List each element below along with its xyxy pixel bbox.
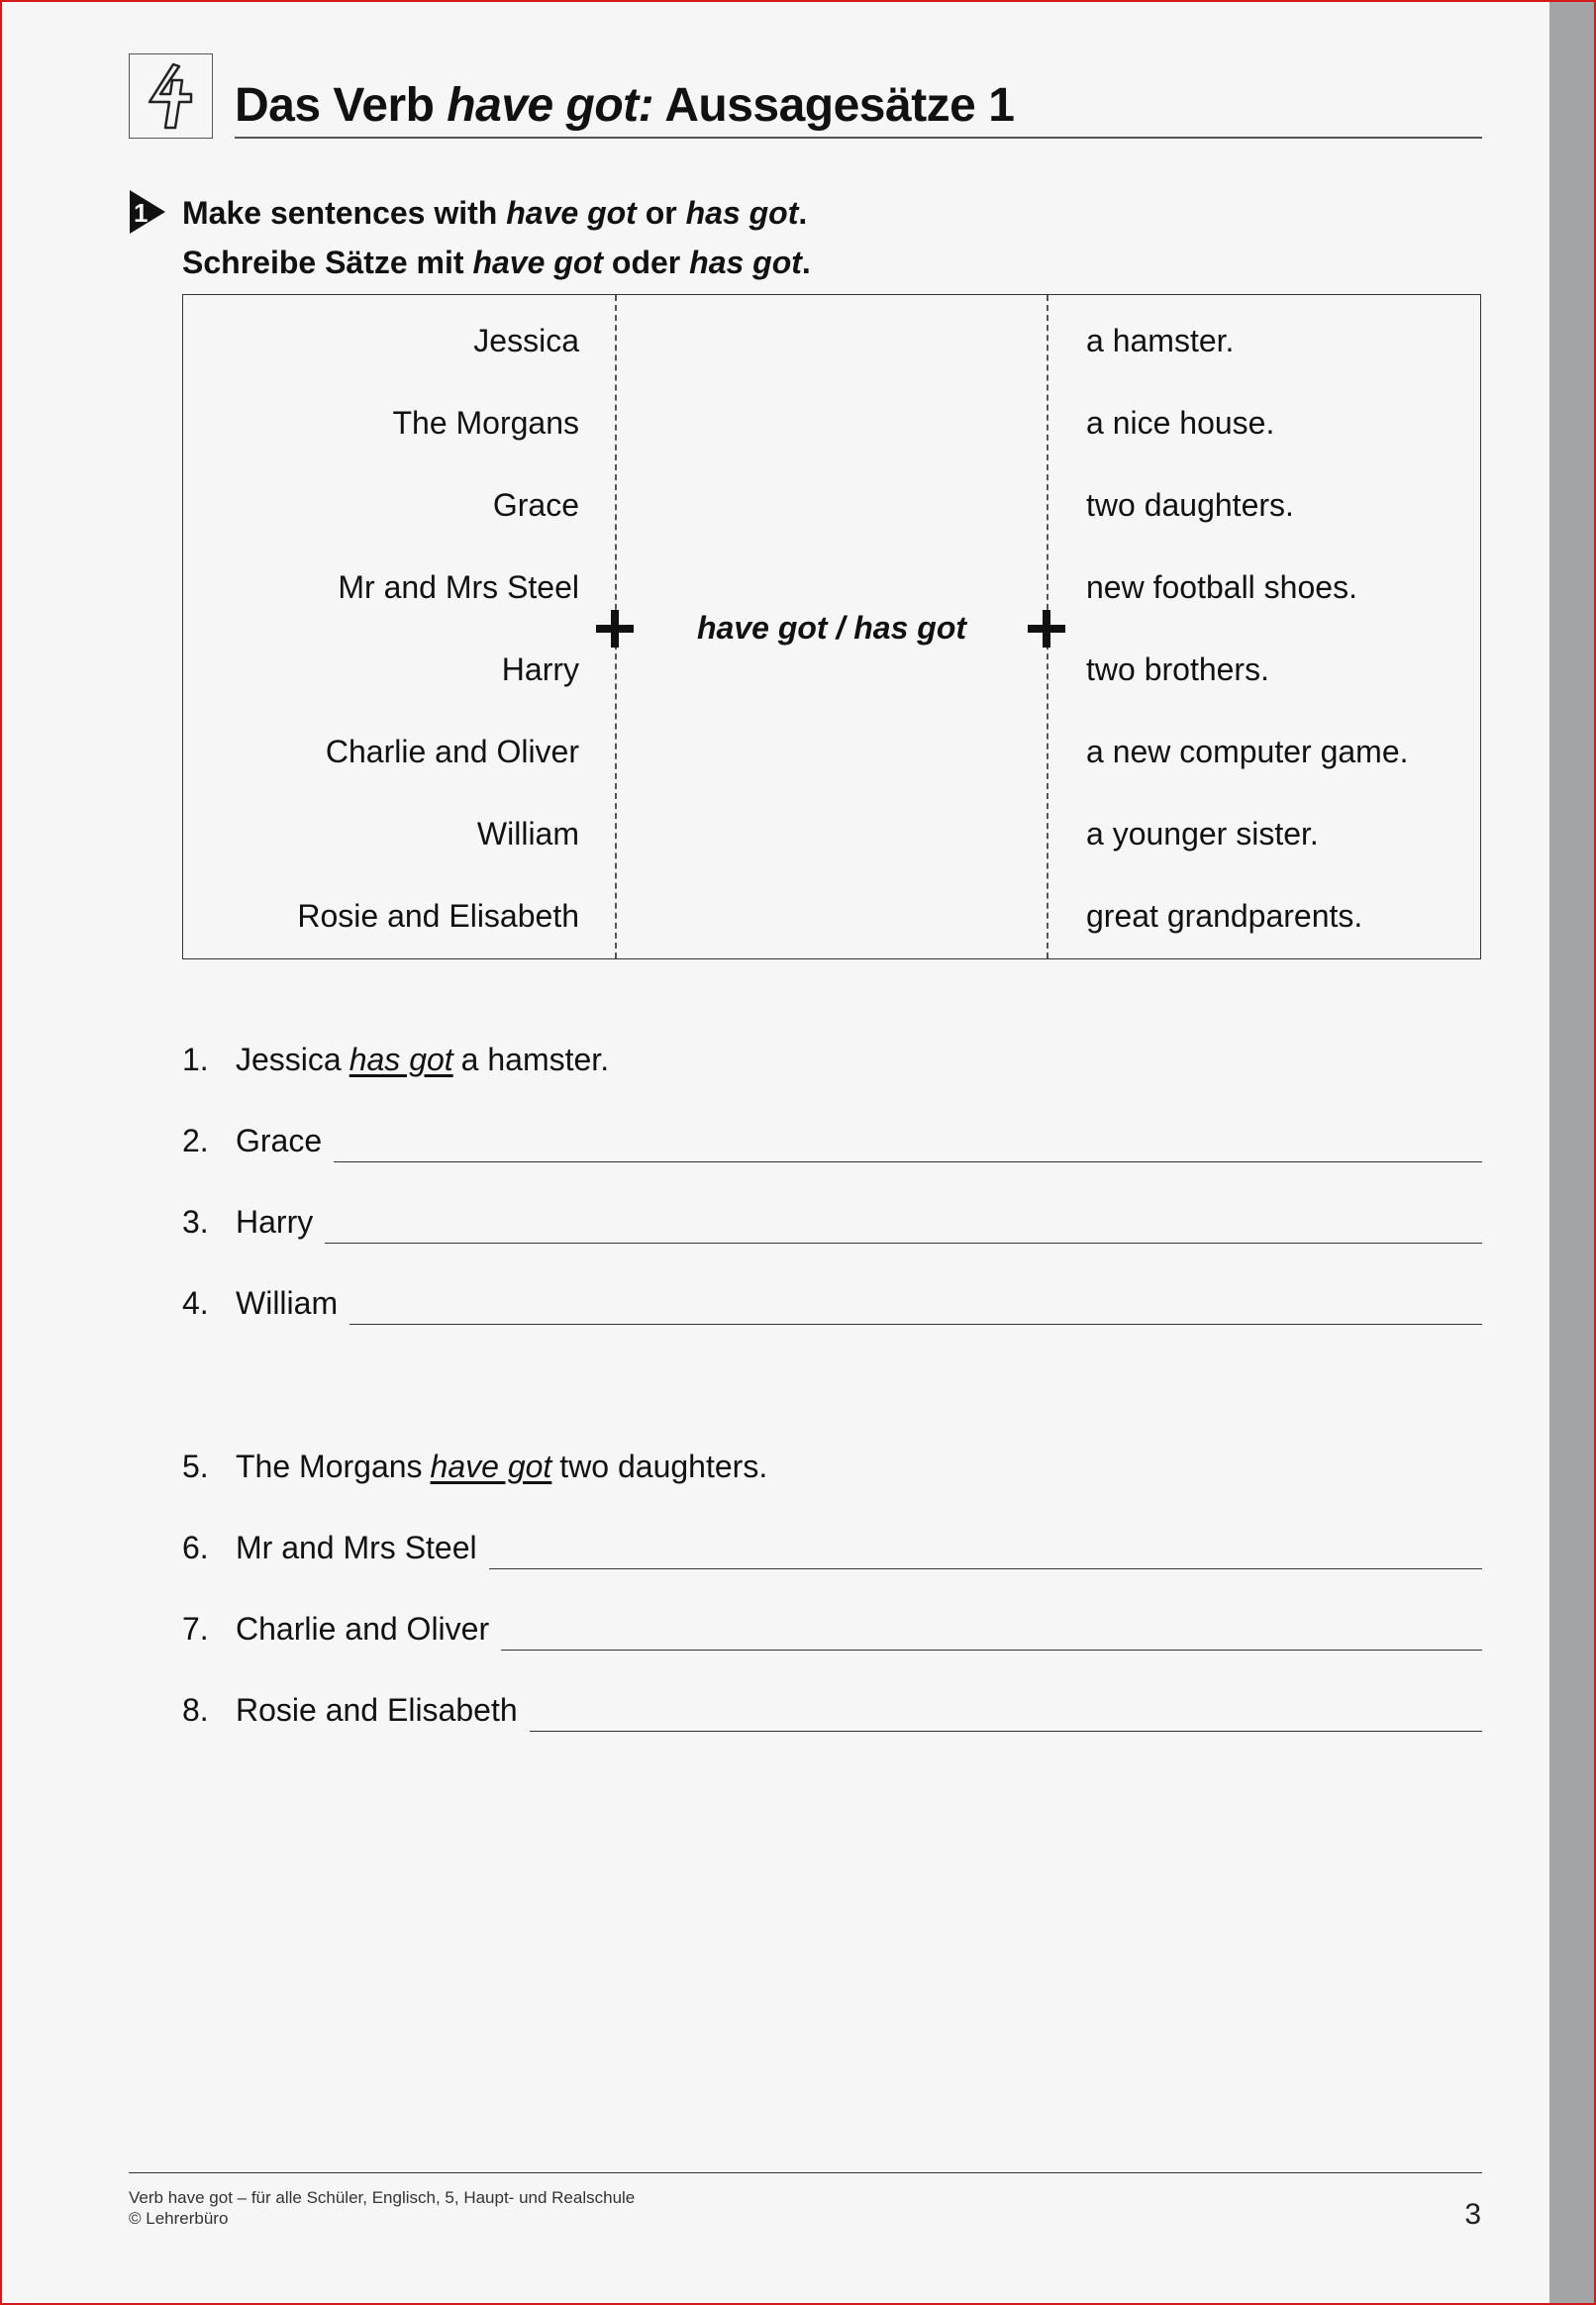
- instruction-en-emphasis-1: have got: [506, 195, 637, 231]
- exercise-subject: Rosie and Elisabeth: [236, 1692, 518, 1728]
- exercise-item: [182, 1606, 1482, 1652]
- object-cell: two brothers.: [1086, 651, 1269, 687]
- exercise-item: [182, 1687, 1482, 1733]
- page-title: [235, 75, 1482, 139]
- exercise-number: 1.: [182, 1042, 209, 1077]
- page-number: 3: [1464, 2198, 1481, 2231]
- exercise-object: a hamster.: [460, 1042, 610, 1077]
- page-edge-strip: [1549, 2, 1594, 2303]
- answer-line[interactable]: [325, 1199, 1482, 1244]
- subject-cell: William: [476, 816, 579, 852]
- exercise-number: 3.: [182, 1204, 209, 1240]
- exercise-number: 6.: [182, 1530, 209, 1565]
- instruction-de-text-2: oder: [603, 245, 690, 280]
- instruction-en-emphasis-2: has got: [685, 195, 799, 231]
- answer-line[interactable]: [530, 1687, 1482, 1732]
- object-cell: great grandparents.: [1086, 898, 1363, 934]
- instruction-de-emphasis-2: has got: [689, 245, 802, 280]
- exercise-subject: Harry: [236, 1204, 314, 1240]
- exercise-item: [182, 1525, 1482, 1570]
- instruction-de-text-1: Schreibe Sätze mit: [182, 245, 473, 280]
- exercise-number: 8.: [182, 1692, 209, 1728]
- exercise-item: [182, 1280, 1482, 1326]
- exercise-item: [182, 1199, 1482, 1245]
- exercise-subject: Mr and Mrs Steel: [236, 1530, 477, 1565]
- answer-line[interactable]: [334, 1118, 1482, 1162]
- subject-cell: Grace: [492, 487, 579, 523]
- exercise-number: 7.: [182, 1611, 209, 1647]
- title-suffix: Aussagesätze 1: [653, 79, 1015, 132]
- subject-cell: Charlie and Oliver: [325, 734, 579, 769]
- exercise-subject: Charlie and Oliver: [236, 1611, 490, 1647]
- exercise-number: 4.: [182, 1285, 209, 1321]
- example-answer: have got: [430, 1449, 552, 1484]
- exercise-item: [182, 1118, 1482, 1163]
- subject-cell: Harry: [501, 651, 579, 687]
- object-cell: two daughters.: [1086, 487, 1294, 523]
- answer-line[interactable]: [489, 1525, 1482, 1569]
- exercise-item: [182, 1037, 1482, 1082]
- word-table: [182, 294, 1481, 959]
- footer-source: Verb have got – für alle Schüler, Englisch, 5, Haupt- und Realschule: [129, 2188, 636, 2207]
- object-cell: a nice house.: [1086, 405, 1275, 441]
- verb-options: have got / has got: [696, 610, 967, 646]
- object-cell: a hamster.: [1086, 323, 1235, 358]
- footer-copyright: © Lehrerbüro: [129, 2209, 229, 2228]
- subject-cell: Jessica: [473, 323, 579, 358]
- task-number: 1: [134, 198, 149, 228]
- exercise-item: [182, 1444, 1482, 1489]
- instruction-en-text-3: .: [798, 195, 808, 231]
- answer-line[interactable]: [349, 1280, 1482, 1325]
- title-emphasis: have got:: [447, 79, 654, 132]
- exercise-subject: William: [236, 1285, 339, 1321]
- instruction-en-text-2: or: [636, 195, 686, 231]
- object-cell: new football shoes.: [1086, 569, 1357, 605]
- object-cell: a new computer game.: [1086, 734, 1409, 769]
- exercise-object: two daughters.: [559, 1449, 768, 1484]
- exercise-number: 2.: [182, 1123, 209, 1158]
- exercise-number: 5.: [182, 1449, 209, 1484]
- instruction-en-text-1: Make sentences with: [182, 195, 507, 231]
- number-four-logo-icon: [129, 53, 213, 139]
- instruction-de-text-3: .: [801, 245, 811, 280]
- exercise-subject: Jessica: [236, 1042, 342, 1077]
- exercise-subject: The Morgans: [236, 1449, 423, 1484]
- title-prefix: Das Verb: [235, 79, 448, 132]
- task-arrow-icon: [128, 188, 167, 236]
- instruction-english: [182, 195, 807, 232]
- answer-line[interactable]: [501, 1606, 1482, 1651]
- object-cell: a younger sister.: [1086, 816, 1319, 852]
- subject-cell: Rosie and Elisabeth: [297, 898, 579, 934]
- instruction-german: [182, 245, 811, 281]
- subject-cell: The Morgans: [392, 405, 579, 441]
- footer-divider: [129, 2172, 1482, 2173]
- plus-icon: [1028, 610, 1065, 648]
- exercise-subject: Grace: [236, 1123, 323, 1158]
- subject-cell: Mr and Mrs Steel: [338, 569, 579, 605]
- instruction-de-emphasis-1: have got: [472, 245, 604, 280]
- example-answer: has got: [349, 1042, 453, 1077]
